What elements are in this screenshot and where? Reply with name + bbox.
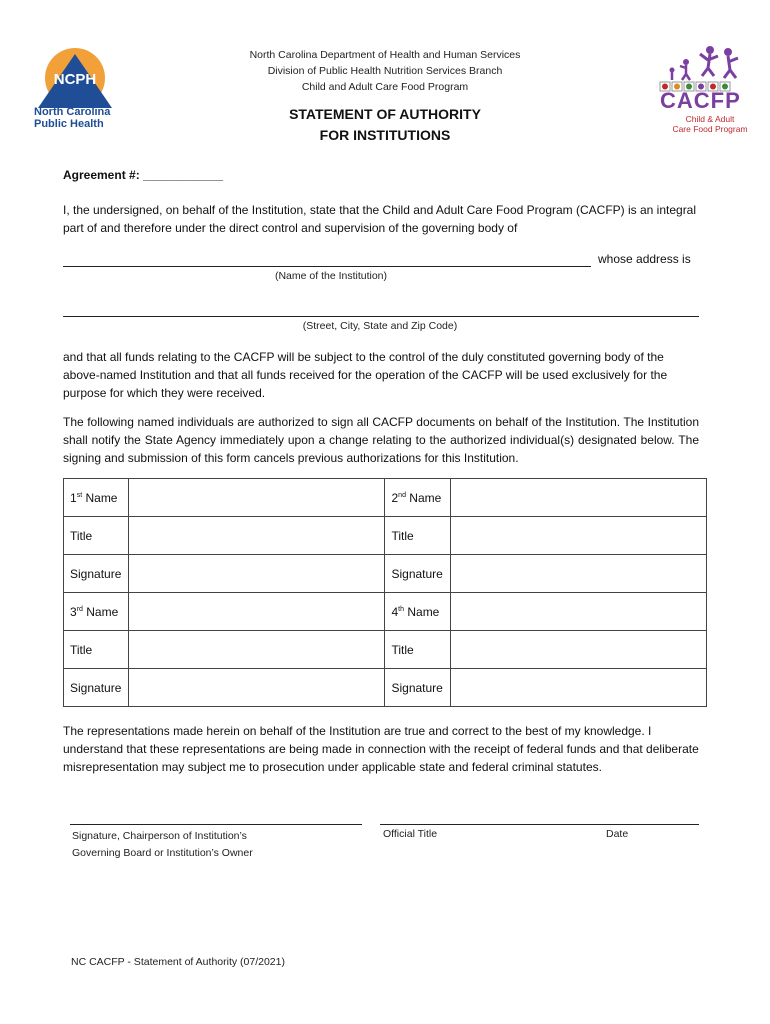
second-signature-input[interactable]	[450, 555, 706, 593]
svg-text:NCPH: NCPH	[53, 71, 97, 88]
table-row	[64, 669, 707, 707]
institution-name-field[interactable]	[63, 266, 591, 267]
official-title-date-field[interactable]	[380, 824, 699, 825]
form-footer: NC CACFP - Statement of Authority (07/2021)	[71, 956, 285, 968]
title-line-2: FOR INSTITUTIONS	[319, 127, 451, 143]
first-name-label: 1st Name	[64, 479, 129, 517]
first-name-input[interactable]	[129, 479, 385, 517]
first-signature-input[interactable]	[129, 555, 385, 593]
first-title-label: Title	[64, 517, 129, 555]
official-title-label: Official Title	[383, 828, 438, 840]
cacfp-figures-icon	[652, 44, 744, 92]
cacfp-name-line1: Child & Adult	[685, 114, 735, 124]
fourth-name-label: 4th Name	[385, 593, 450, 631]
agreement-number: Agreement #: ____________	[63, 168, 224, 182]
header-line-2: Division of Public Health Nutrition Services Branch	[267, 65, 503, 77]
fourth-name-input[interactable]	[450, 593, 706, 631]
table-row	[64, 555, 707, 593]
ncph-logo	[30, 44, 120, 134]
third-signature-input[interactable]	[129, 669, 385, 707]
table-row	[64, 593, 707, 631]
funds-paragraph: and that all funds relating to the CACFP will be subject to the control of the duly constituted governing body of the above-named Institution and that all funds received for the operation of the CACFP will be used exclusively for the purpose for which they were received.	[63, 350, 668, 400]
second-name-input[interactable]	[450, 479, 706, 517]
third-title-input[interactable]	[129, 631, 385, 669]
table-row	[64, 479, 707, 517]
chairperson-signature-field[interactable]	[70, 824, 362, 825]
chairperson-signature-label-1: Signature, Chairperson of Institution’s	[72, 830, 247, 842]
fourth-signature-input[interactable]	[450, 669, 706, 707]
fourth-title-label: Title	[385, 631, 450, 669]
table-row	[64, 517, 707, 555]
first-title-input[interactable]	[129, 517, 385, 555]
authorized-individuals-table	[63, 478, 707, 707]
third-name-label: 3rd Name	[64, 593, 129, 631]
third-signature-label: Signature	[64, 669, 129, 707]
table-row	[64, 631, 707, 669]
second-title-input[interactable]	[450, 517, 706, 555]
fourth-signature-label: Signature	[385, 669, 450, 707]
institution-address-field[interactable]	[63, 316, 699, 317]
institution-name-caption: (Name of the Institution)	[274, 270, 388, 282]
header-line-3: Child and Adult Care Food Program	[301, 81, 469, 93]
agency-header	[200, 47, 570, 95]
second-name-label: 2nd Name	[385, 479, 450, 517]
third-name-input[interactable]	[129, 593, 385, 631]
chairperson-signature-label-2: Governing Board or Institution’s Owner	[72, 847, 253, 859]
cacfp-logo	[652, 44, 748, 134]
third-title-label: Title	[64, 631, 129, 669]
representations-paragraph: The representations made herein on behalf of the Institution are true and correct to the best of my knowledge. I understand that these representations are being made in connection with the receipt of federal funds and that deliberate misrepresentation may subject me to prosecution under applicable state and federal criminal statutes.	[63, 724, 699, 774]
header-line-1: North Carolina Department of Health and Human Services	[249, 49, 521, 61]
page-title	[220, 104, 550, 146]
named-individuals-paragraph: The following named individuals are authorized to sign all CACFP documents on behalf of the Institution. The Institution shall notify the State Agency immediately upon a change relating to the authorized individual(s) designated below. The signing and submission of this form cancels previous authorizations for this Institution.	[63, 415, 699, 465]
cacfp-acronym: CACFP	[660, 88, 741, 113]
date-label: Date	[606, 828, 629, 840]
first-signature-label: Signature	[64, 555, 129, 593]
intro-paragraph: I, the undersigned, on behalf of the Institution, state that the Child and Adult Care Food Program (CACFP) is an integral part of and therefore under the direct control and supervision of the governing body of	[63, 203, 697, 235]
cacfp-name-line2: Care Food Program	[672, 124, 748, 134]
institution-address-caption: (Street, City, State and Zip Code)	[302, 320, 458, 332]
ncph-name-line1: North Carolina	[34, 106, 111, 118]
title-line-1: STATEMENT OF AUTHORITY	[289, 106, 481, 122]
fourth-title-input[interactable]	[450, 631, 706, 669]
whose-address-text: whose address is	[598, 252, 691, 266]
second-title-label: Title	[385, 517, 450, 555]
ncph-name-line2: Public Health	[34, 118, 104, 130]
second-signature-label: Signature	[385, 555, 450, 593]
